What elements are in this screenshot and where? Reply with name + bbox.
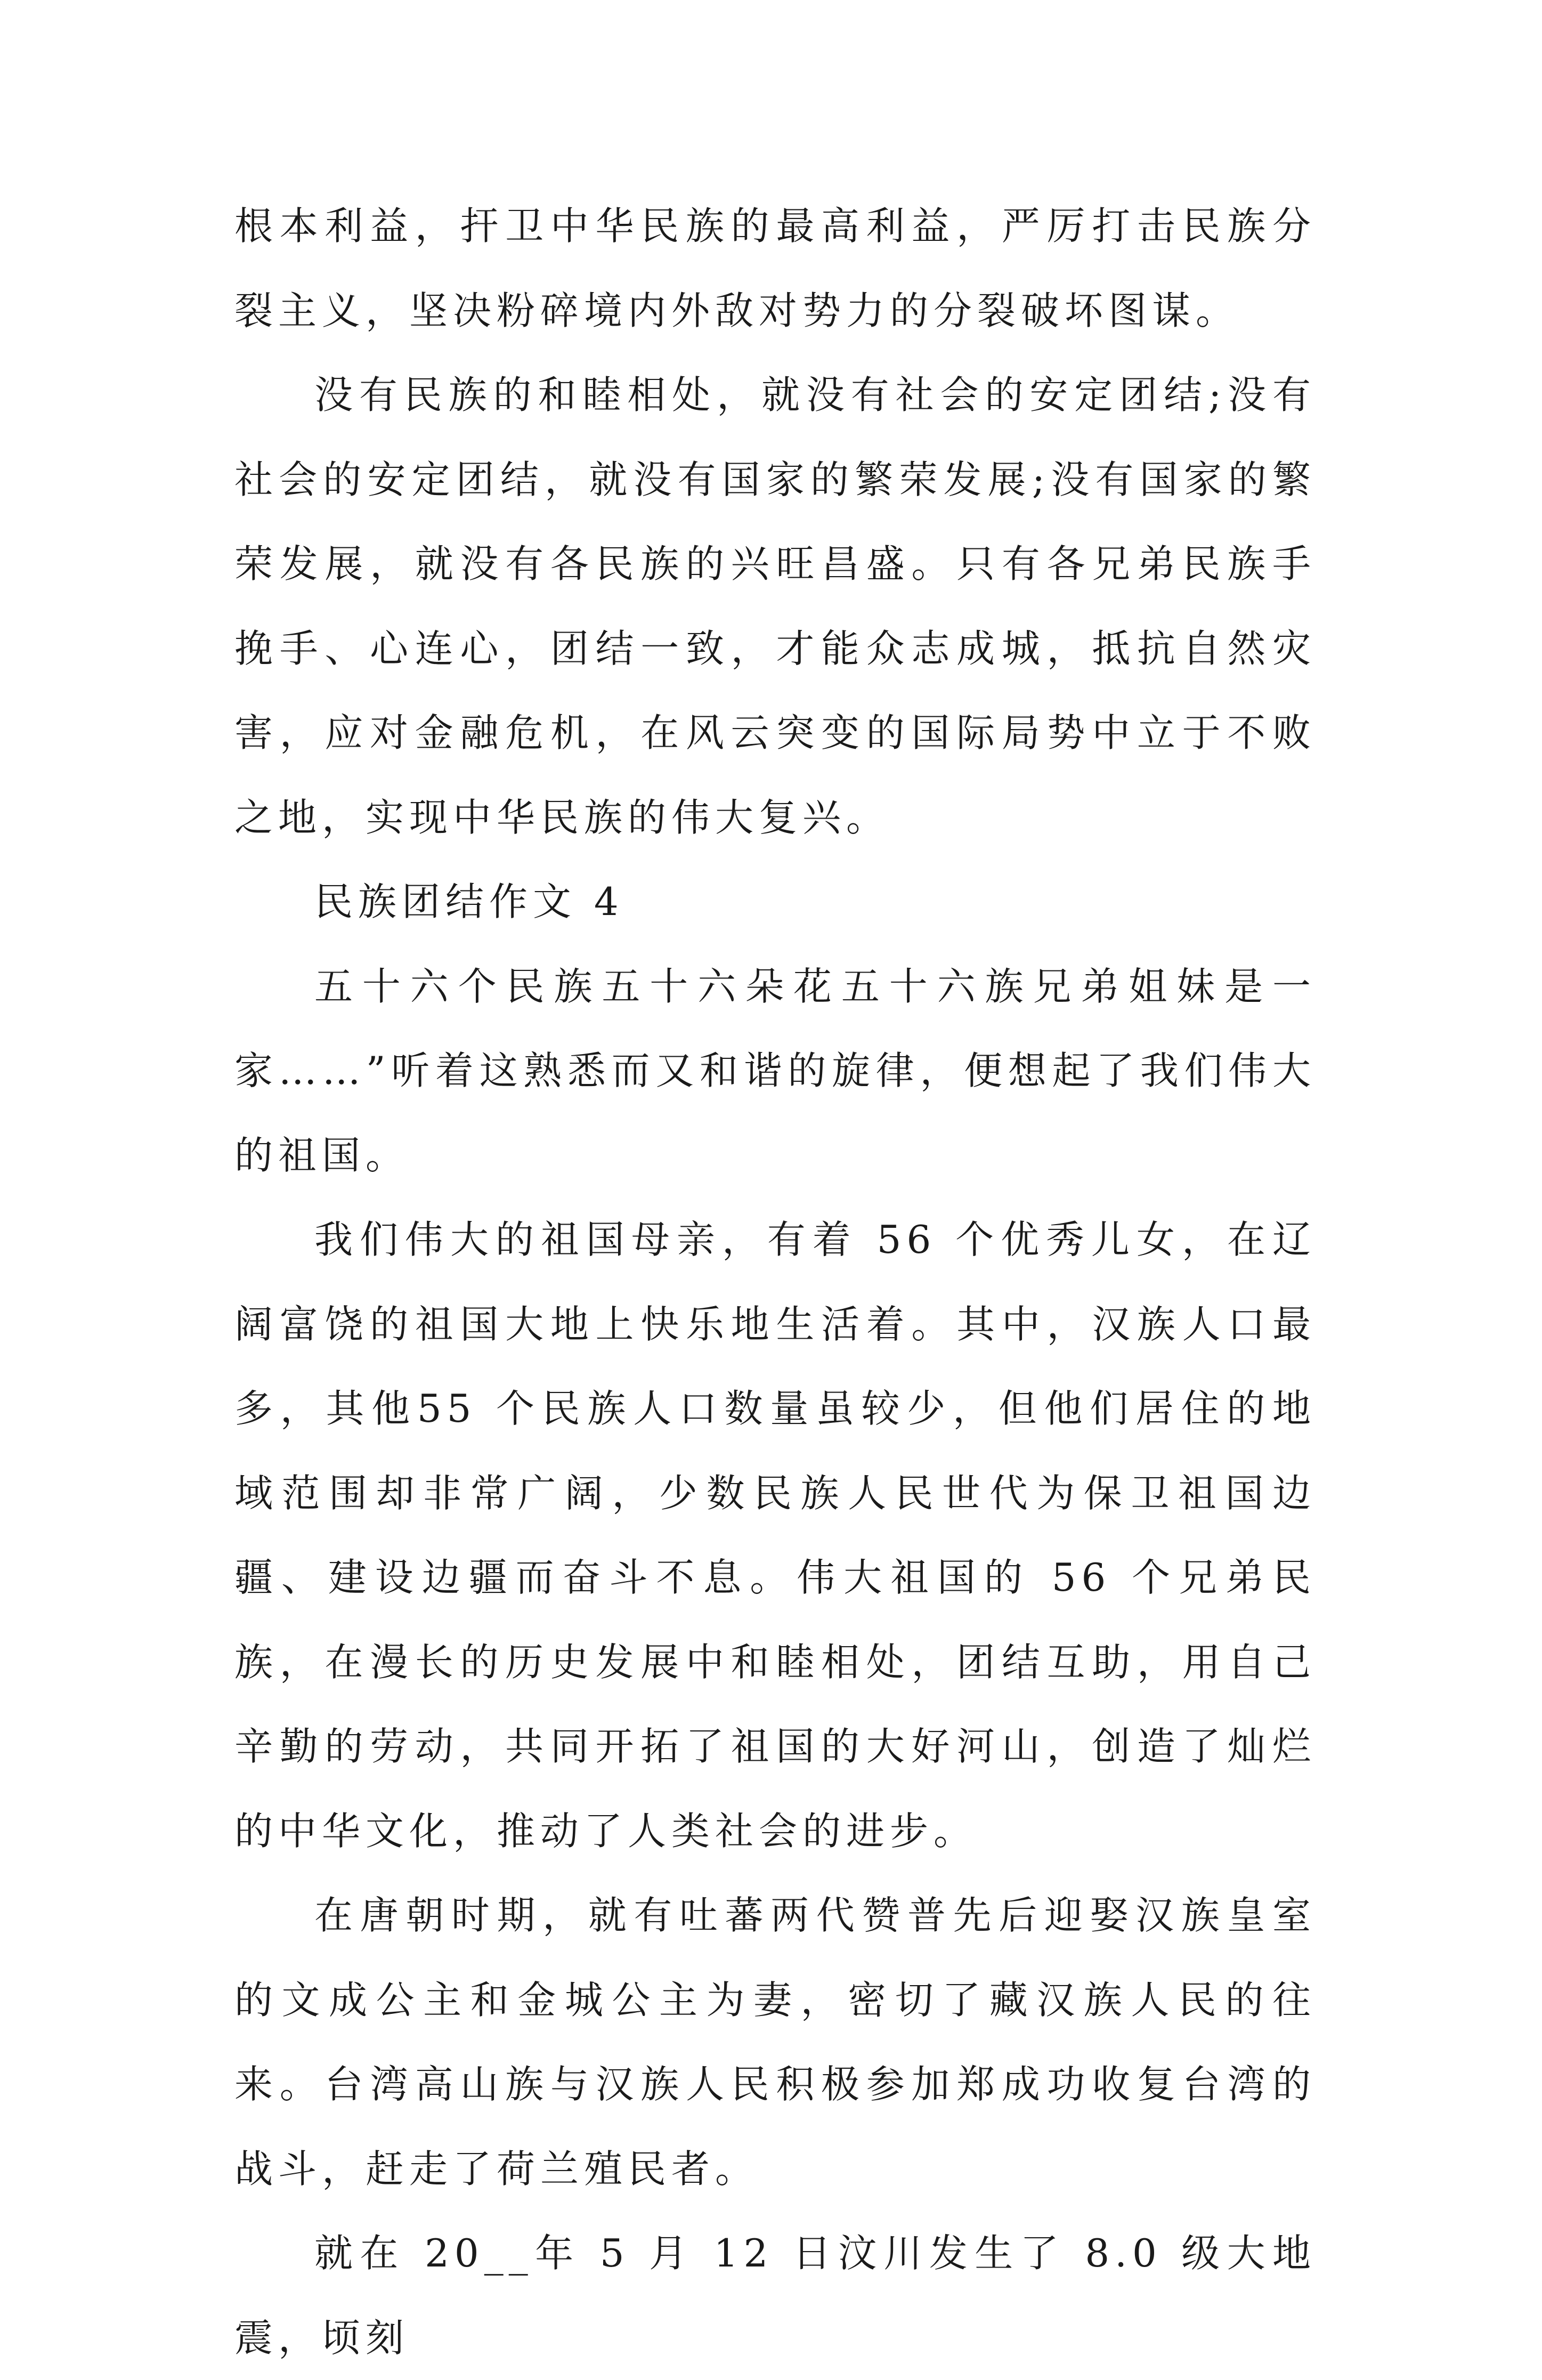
paragraph-motherland: 我们伟大的祖国母亲，有着 56 个优秀儿女，在辽阔富饶的祖国大地上快乐地生活着。其中，汉族人口最多，其他55 个民族人口数量虽较少，但他们居住的地域范围却非常广阔，少数民族人民世代为保卫祖国边疆、建设边疆而奋斗不息。伟大祖国的 56 个兄弟民族，在漫长的历史发展中和睦相处，团结互助，用自己辛勤的劳动，共同开拓了祖国的大好河山，创造了灿烂的中华文化，推动了人类社会的进步。 <box>234 1217 1316 1853</box>
paragraph-unity: 没有民族的和睦相处，就没有社会的安定团结;没有社会的安定团结，就没有国家的繁荣发展;没有国家的繁荣发展，就没有各民族的兴旺昌盛。只有各兄弟民族手挽手、心连心，团结一致，才能众志成城，抵抗自然灾害，应对金融危机，在风云突变的国际局势中立于不败之地，实现中华民族的伟大复兴。 <box>234 373 1316 840</box>
paragraph-wenchuan: 就在 20__年 5 月 12 日汶川发生了 8.0 级大地震，顷刻 <box>234 2231 1316 2360</box>
document-body <box>234 184 1316 2380</box>
essay-heading: 民族团结作文 4 <box>314 879 624 924</box>
paragraph-tang-dynasty: 在唐朝时期，就有吐蕃两代赞普先后迎娶汉族皇室的文成公主和金城公主为妻，密切了藏汉族人民的往来。台湾高山族与汉族人民积极参加郑成功收复台湾的战斗，赶走了荷兰殖民者。 <box>234 1893 1316 2191</box>
paragraph-continued: 根本利益，扞卫中华民族的最高利益，严厉打击民族分裂主义，坚决粉碎境内外敌对势力的分裂破坏图谋。 <box>234 204 1316 333</box>
paragraph-song: 五十六个民族五十六朵花五十六族兄弟姐妹是一家……”听着这熟悉而又和谐的旋律，便想起了我们伟大的祖国。 <box>234 964 1316 1178</box>
